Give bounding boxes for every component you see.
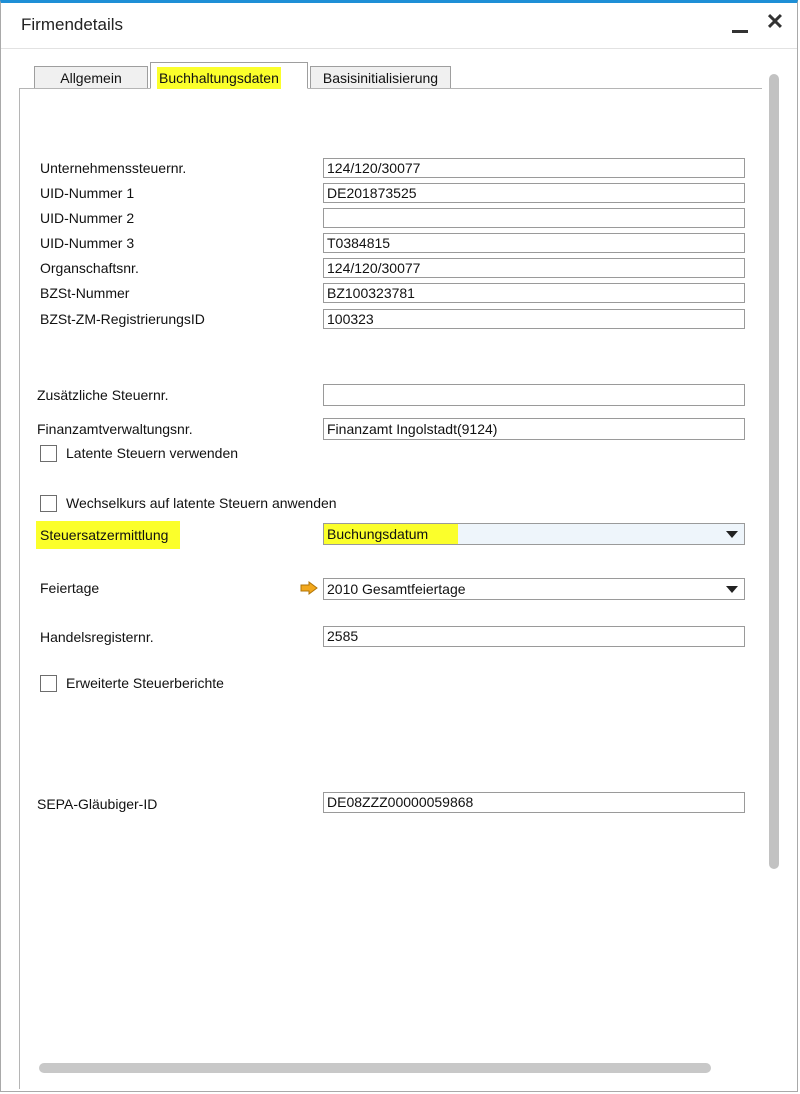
tab-allgemein[interactable] xyxy=(34,66,148,88)
close-button[interactable]: ✕ xyxy=(765,9,785,34)
uid-nummer-1-label: UID-Nummer 1 xyxy=(40,185,135,201)
uid-nummer-2-field[interactable] xyxy=(323,208,745,228)
bzst-zm-registrierungsid-label: BZSt-ZM-RegistrierungsID xyxy=(40,311,205,327)
handelsregisternr-label: Handelsregisternr. xyxy=(40,629,154,645)
feiertage-select[interactable] xyxy=(323,578,745,600)
bzst-nummer-field[interactable]: BZ100323781 xyxy=(323,283,745,303)
bzst-zm-registrierungsid-field[interactable]: 100323 xyxy=(323,309,745,329)
tab-buchhaltungsdaten[interactable] xyxy=(150,62,308,89)
zusaetzliche-steuernr-field[interactable] xyxy=(323,384,745,406)
horizontal-scrollbar[interactable] xyxy=(39,1063,711,1073)
uid-nummer-1-field[interactable]: DE201873525 xyxy=(323,183,745,203)
erweiterte-steuerberichte-label: Erweiterte Steuerberichte xyxy=(66,675,224,691)
uid-nummer-3-label: UID-Nummer 3 xyxy=(40,235,135,251)
steuersatzermittlung-select[interactable] xyxy=(323,523,745,545)
unternehmenssteuernr-label: Unternehmenssteuernr. xyxy=(40,160,187,176)
title-divider xyxy=(1,48,797,49)
finanzamtverwaltungsnr-label: Finanzamtverwaltungsnr. xyxy=(37,421,193,437)
feiertage-value: 2010 Gesamtfeiertage xyxy=(327,581,466,597)
uid-nummer-2-label: UID-Nummer 2 xyxy=(40,210,135,226)
wechselkurs-label: Wechselkurs auf latente Steuern anwenden xyxy=(66,495,337,511)
minimize-button[interactable] xyxy=(729,13,753,35)
unternehmenssteuernr-field[interactable]: 124/120/30077 xyxy=(323,158,745,178)
window-title: Firmendetails xyxy=(21,15,124,34)
finanzamtverwaltungsnr-field[interactable]: Finanzamt Ingolstadt(9124) xyxy=(323,418,745,440)
uid-nummer-3-field[interactable]: T0384815 xyxy=(323,233,745,253)
latente-steuern-label: Latente Steuern verwenden xyxy=(66,445,239,461)
tab-allgemein-label: Allgemein xyxy=(60,70,122,86)
wechselkurs-checkbox[interactable] xyxy=(40,495,57,512)
organschaftsnr-label: Organschaftsnr. xyxy=(40,260,139,276)
chevron-down-icon xyxy=(726,586,738,593)
steuersatzermittlung-label: Steuersatzermittlung xyxy=(36,521,180,549)
sepa-glaeubiger-id-label: SEPA-Gläubiger-ID xyxy=(37,796,158,812)
tab-buchhaltungsdaten-label: Buchhaltungsdaten xyxy=(157,67,281,89)
chevron-down-icon xyxy=(726,531,738,538)
link-arrow-icon[interactable] xyxy=(300,581,318,595)
organschaftsnr-field[interactable]: 124/120/30077 xyxy=(323,258,745,278)
tab-basisinitialisierung-label: Basisinitialisierung xyxy=(322,70,439,86)
vertical-scrollbar[interactable] xyxy=(769,74,779,869)
bzst-nummer-label: BZSt-Nummer xyxy=(40,285,130,301)
sepa-glaeubiger-id-field[interactable]: DE08ZZZ00000059868 xyxy=(323,792,745,813)
tab-basisinitialisierung[interactable] xyxy=(310,66,451,88)
steuersatzermittlung-value: Buchungsdatum xyxy=(327,526,429,542)
zusaetzliche-steuernr-label: Zusätzliche Steuernr. xyxy=(37,387,169,403)
feiertage-label: Feiertage xyxy=(40,580,100,596)
handelsregisternr-field[interactable]: 2585 xyxy=(323,626,745,647)
latente-steuern-checkbox[interactable] xyxy=(40,445,57,462)
erweiterte-steuerberichte-checkbox[interactable] xyxy=(40,675,57,692)
title-bar xyxy=(1,3,797,45)
